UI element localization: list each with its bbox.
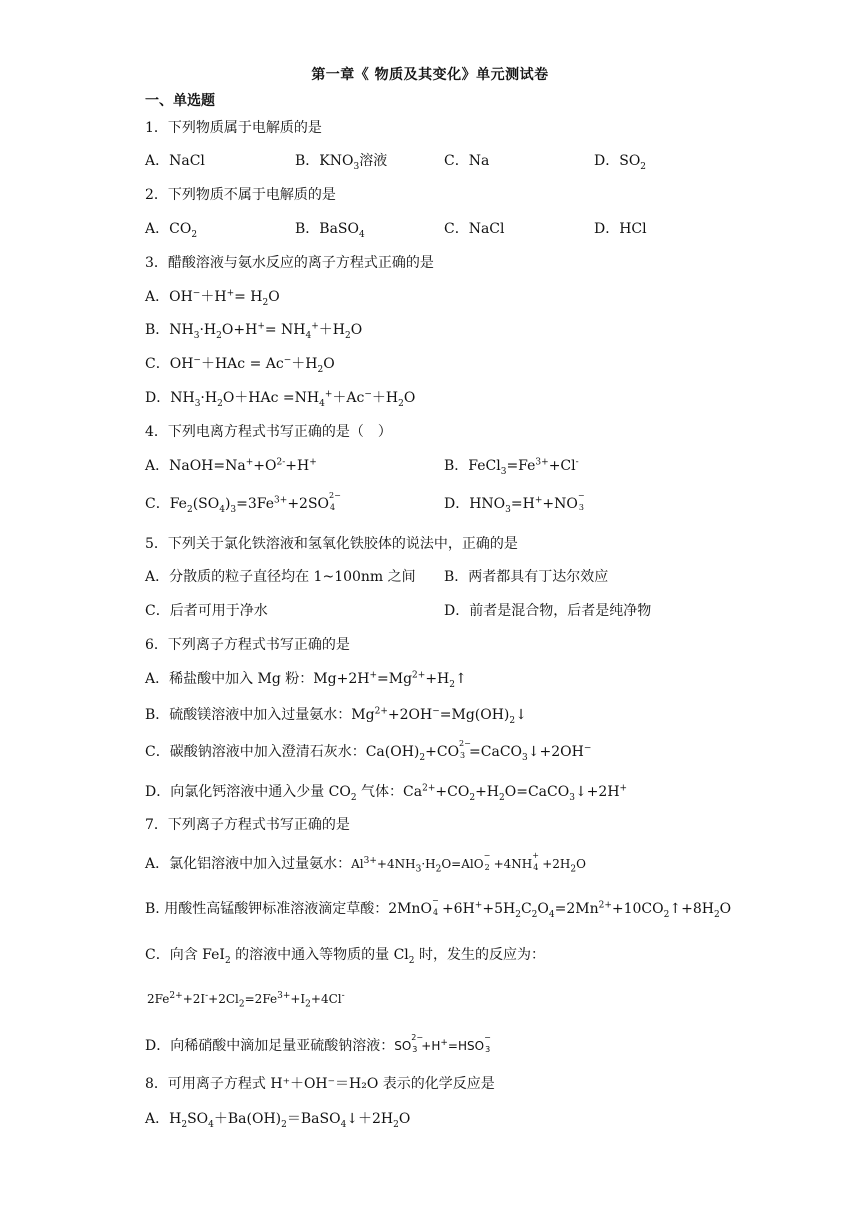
q5-option-d: D．前者是混合物，后者是纯净物 bbox=[444, 603, 652, 619]
q5-option-c: C．后者可用于净水 bbox=[145, 603, 268, 619]
q5-option-a: A．分散质的粒子直径均在 1~100nm 之间 bbox=[145, 569, 416, 585]
q6-option-b: B．硫酸镁溶液中加入过量氨水：$Mg^{2+}+2OH^-=Mg(OH)_2↓$ bbox=[145, 706, 527, 726]
question-8-stem: 8．可用离子方程式 H⁺＋OH⁻＝H₂O 表示的化学反应是 bbox=[145, 1076, 495, 1092]
q5-option-b: B．两者都具有丁达尔效应 bbox=[444, 569, 609, 585]
q2-option-d: D．HCl bbox=[594, 221, 647, 237]
q2-option-b: B．BaSO$_4$ bbox=[295, 221, 365, 240]
q6-option-c: C．碳酸钠溶液中加入澄清石灰水：$Ca(OH)_2+CO$ 2− 3 =CaCO$_3$↓+2OH− bbox=[145, 739, 592, 763]
q3-option-a: A．$OH^-+H^+= H_2O$ bbox=[145, 288, 280, 308]
question-6-stem: 6．下列离子方程式书写正确的是 bbox=[145, 637, 350, 653]
q7-option-c-equation: $2Fe^{2+}+2I^-+2Cl_2=2Fe^{3+}+I_2+4Cl^-$ bbox=[147, 991, 345, 1010]
q7-option-b: B. 用酸性高锰酸钾标准溶液滴定草酸：2MnO − 4 $+6H^++5H_2C_2O_4=2Mn^{2+}+10CO_2↑+8H_2O$ bbox=[145, 896, 732, 920]
q6-option-a: A．稀盐酸中加入 Mg 粉：$Mg+2H^+=Mg^{2+}+H_2↑$ bbox=[145, 670, 467, 690]
section-heading: 一、单选题 bbox=[145, 93, 215, 109]
q7-option-d: D．向稀硝酸中滴加足量亚硫酸钠溶液：SO 2− 3 +H+=HSO − 3 bbox=[145, 1033, 491, 1054]
q1-option-a: A．NaCl bbox=[145, 153, 205, 169]
q2-option-c: C．NaCl bbox=[444, 221, 505, 237]
q7-option-c: C．向含 FeI$_2$ 的溶液中通入等物质的量 $Cl_2$ 时，发生的反应为： bbox=[145, 947, 545, 966]
q3-option-d: D．$NH_3\cdot H_2O+HAc =NH_4^++Ac^-+H_2O$ bbox=[145, 389, 416, 409]
q4-option-a: A．$NaOH=Na^++O^{2-}+H^+$ bbox=[145, 457, 317, 474]
q7-option-a: A．氯化铝溶液中加入过量氨水：$Al^{3+}+4NH_3\cdot H_2O=AlO$ − 2 +4NH + 4 $+2H_2O$ bbox=[145, 851, 586, 875]
question-1-stem: 1．下列物质属于电解质的是 bbox=[145, 120, 322, 136]
q1-option-b: B．$KNO_3$溶液 bbox=[295, 153, 388, 172]
q1-option-d: D．$SO_2$ bbox=[594, 153, 647, 172]
page-title: 第一章《 物质及其变化》单元测试卷 bbox=[311, 67, 549, 83]
q8-option-a: A．$H_2SO_4+Ba(OH)_2=BaSO_4↓+2H_2O$ bbox=[145, 1111, 411, 1130]
question-4-stem: 4．下列电离方程式书写正确的是（ ） bbox=[145, 424, 392, 440]
q6-option-d: D．向氯化钙溶液中通入少量 $CO_2$ 气体：$Ca^{2+}+CO_2+H_2O=CaCO_3↓+2H^+$ bbox=[145, 783, 628, 803]
q2-option-a: A．$CO_2$ bbox=[145, 221, 198, 240]
q4-option-c: C．$Fe_2(SO_4)_3=3Fe^{3+}+2SO$ 2− 4 bbox=[145, 491, 341, 515]
q3-option-b: B．$NH_3\cdot H_2O+H^+= NH_4^++H_2O$ bbox=[145, 321, 363, 341]
q4-option-d: D．$HNO_3=H^++NO$ − 3 bbox=[444, 491, 585, 515]
question-2-stem: 2．下列物质不属于电解质的是 bbox=[145, 187, 336, 203]
question-5-stem: 5．下列关于氯化铁溶液和氢氧化铁胶体的说法中，正确的是 bbox=[145, 536, 518, 552]
q4-option-b: B．$FeCl_3=Fe^{3+}+Cl^-$ bbox=[444, 457, 579, 477]
question-3-stem: 3．醋酸溶液与氨水反应的离子方程式正确的是 bbox=[145, 255, 434, 271]
q1-option-c: C．Na bbox=[444, 153, 490, 169]
q3-option-c: C．$OH^-+HAc = Ac^-+H_2O$ bbox=[145, 355, 335, 375]
question-7-stem: 7．下列离子方程式书写正确的是 bbox=[145, 817, 350, 833]
